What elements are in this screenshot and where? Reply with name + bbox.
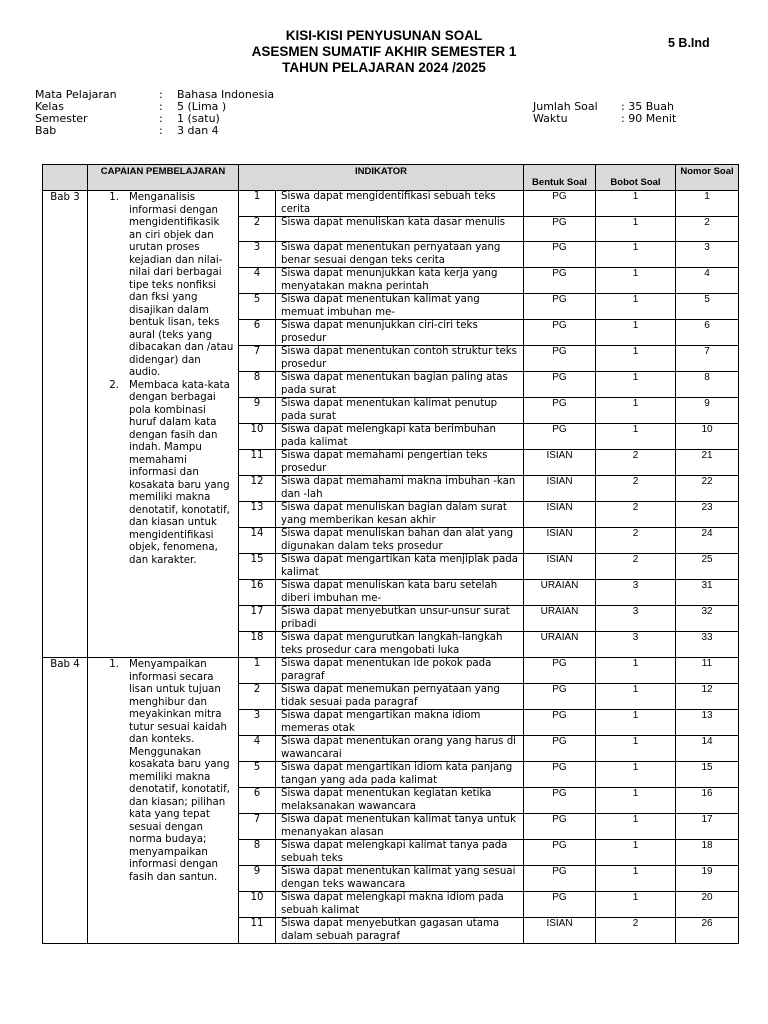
indikator-text: Siswa dapat menuliskan bahan dan alat yang digunakan dalam teks prosedur [276, 528, 524, 554]
bab-colon: : [159, 124, 163, 137]
bentuk-soal: ISIAN [524, 502, 596, 528]
nomor-soal: 1 [676, 191, 739, 217]
indikator-text: Siswa dapat mengidentifikasi sebuah teks cerita [276, 191, 524, 217]
capaian-text: Menganalisis informasi dengan mengidentifikasik an ciri objek dan urutan proses kejadian dan nilai-nilai dari berbagai tipe teks nonfiksi dan fksi yang disajikan dalam bentuk lisan, teks aural (teks yang dibacakan dan /atau didengar) dan audio. [129, 192, 234, 378]
indikator-text: Siswa dapat menyebutkan gagasan utama dalam sebuah paragraf [276, 918, 524, 944]
document-title-line-3: TAHUN PELAJARAN 2024 /2025 [282, 60, 486, 75]
bobot-soal: 1 [596, 684, 676, 710]
nomor-soal: 14 [676, 736, 739, 762]
capaian-cell [88, 658, 239, 944]
nomor-soal: 21 [676, 450, 739, 476]
semester-value: 1 (satu) [177, 112, 220, 125]
nomor-soal: 11 [676, 658, 739, 684]
bentuk-soal: PG [524, 762, 596, 788]
indikator-text: Siswa dapat menentukan pernyataan yang benar sesuai dengan teks cerita [276, 242, 524, 268]
bobot-soal: 2 [596, 450, 676, 476]
bentuk-soal: PG [524, 372, 596, 398]
bab-cell: Bab 4 [43, 658, 88, 944]
indikator-number: 14 [239, 528, 276, 554]
header-bobot-soal: Bobot Soal [596, 165, 676, 191]
nomor-soal: 26 [676, 918, 739, 944]
indikator-number: 12 [239, 476, 276, 502]
nomor-soal: 13 [676, 710, 739, 736]
indikator-number: 7 [239, 346, 276, 372]
bentuk-soal: URAIAN [524, 580, 596, 606]
indikator-text: Siswa dapat melengkapi makna idiom pada sebuah kalimat [276, 892, 524, 918]
waktu-value: : 90 Menit [621, 112, 677, 125]
indikator-text: Siswa dapat memahami pengertian teks prosedur [276, 450, 524, 476]
bab-cell: Bab 3 [43, 191, 88, 658]
indikator-text: Siswa dapat menentukan orang yang harus di wawancarai [276, 736, 524, 762]
bentuk-soal: ISIAN [524, 450, 596, 476]
bobot-soal: 1 [596, 736, 676, 762]
indikator-text: Siswa dapat mengurutkan langkah-langkah teks prosedur cara mengobati luka [276, 632, 524, 658]
indikator-number: 9 [239, 866, 276, 892]
indikator-text: Siswa dapat menentukan ide pokok pada paragraf [276, 658, 524, 684]
indikator-number: 1 [239, 191, 276, 217]
indikator-text: Siswa dapat menentukan kalimat yang memuat imbuhan me- [276, 294, 524, 320]
table-row [43, 191, 739, 217]
indikator-number: 11 [239, 918, 276, 944]
indikator-number: 6 [239, 788, 276, 814]
bobot-soal: 1 [596, 710, 676, 736]
indikator-number: 5 [239, 762, 276, 788]
bentuk-soal: PG [524, 268, 596, 294]
indikator-number: 11 [239, 450, 276, 476]
indikator-text: Siswa dapat menyebutkan unsur-unsur surat pribadi [276, 606, 524, 632]
bentuk-soal: PG [524, 814, 596, 840]
document-title-line-2: ASESMEN SUMATIF AKHIR SEMESTER 1 [251, 44, 517, 59]
indikator-number: 16 [239, 580, 276, 606]
capaian-number: 2. [109, 379, 119, 391]
bobot-soal: 1 [596, 658, 676, 684]
bentuk-soal: PG [524, 242, 596, 268]
capaian-text: Menyampaikan informasi secara lisan untuk tujuan menghibur dan meyakinkan mitra tutur sesuai kaidah dan konteks. Menggunakan kosakata baru yang memiliki makna denotatif, konotatif, dan kiasan; pilihan kata yang tepat sesuai dengan norma budaya; menyampaikan informasi dengan fasih dan santun. [129, 659, 230, 883]
indikator-number: 5 [239, 294, 276, 320]
nomor-soal: 15 [676, 762, 739, 788]
indikator-number: 9 [239, 398, 276, 424]
indikator-number: 2 [239, 217, 276, 242]
nomor-soal: 6 [676, 320, 739, 346]
indikator-text: Siswa dapat menuliskan bagian dalam surat yang memberikan kesan akhir [276, 502, 524, 528]
indikator-number: 7 [239, 814, 276, 840]
indikator-text: Siswa dapat menentukan kalimat yang sesuai dengan teks wawancara [276, 866, 524, 892]
bentuk-soal: PG [524, 840, 596, 866]
bentuk-soal: PG [524, 346, 596, 372]
table-row [43, 658, 739, 684]
nomor-soal: 7 [676, 346, 739, 372]
bentuk-soal: PG [524, 684, 596, 710]
bab-label: Bab [35, 124, 57, 137]
indikator-number: 4 [239, 736, 276, 762]
nomor-soal: 12 [676, 684, 739, 710]
bobot-soal: 1 [596, 294, 676, 320]
bobot-soal: 1 [596, 320, 676, 346]
indikator-text: Siswa dapat mengartikan kata menjiplak pada kalimat [276, 554, 524, 580]
jumlah-soal-value: : 35 Buah [621, 100, 674, 113]
nomor-soal: 4 [676, 268, 739, 294]
bobot-soal: 2 [596, 918, 676, 944]
bobot-soal: 3 [596, 606, 676, 632]
indikator-number: 18 [239, 632, 276, 658]
jumlah-soal-label: Jumlah Soal [533, 100, 598, 113]
bobot-soal: 1 [596, 217, 676, 242]
indikator-text: Siswa dapat menentukan kalimat penutup pada surat [276, 398, 524, 424]
header-nomor-soal: Nomor Soal [676, 165, 739, 191]
indikator-text: Siswa dapat menuliskan kata baru setelah diberi imbuhan me- [276, 580, 524, 606]
bobot-soal: 3 [596, 632, 676, 658]
semester-colon: : [159, 112, 163, 125]
bentuk-soal: ISIAN [524, 554, 596, 580]
bobot-soal: 1 [596, 892, 676, 918]
nomor-soal: 8 [676, 372, 739, 398]
indikator-number: 10 [239, 424, 276, 450]
indikator-text: Siswa dapat melengkapi kalimat tanya pada sebuah teks [276, 840, 524, 866]
capaian-number: 1. [109, 659, 119, 670]
bentuk-soal: PG [524, 217, 596, 242]
bentuk-soal: ISIAN [524, 476, 596, 502]
indikator-number: 3 [239, 242, 276, 268]
bentuk-soal: URAIAN [524, 606, 596, 632]
indikator-text: Siswa dapat menunjukkan kata kerja yang menyatakan makna perintah [276, 268, 524, 294]
bobot-soal: 1 [596, 398, 676, 424]
bobot-soal: 2 [596, 554, 676, 580]
bentuk-soal: ISIAN [524, 528, 596, 554]
bentuk-soal: PG [524, 191, 596, 217]
bobot-soal: 1 [596, 814, 676, 840]
bobot-soal: 1 [596, 346, 676, 372]
bobot-soal: 1 [596, 788, 676, 814]
indikator-text: Siswa dapat memahami makna imbuhan -kan dan -lah [276, 476, 524, 502]
nomor-soal: 18 [676, 840, 739, 866]
bentuk-soal: URAIAN [524, 632, 596, 658]
bentuk-soal: PG [524, 788, 596, 814]
nomor-soal: 19 [676, 866, 739, 892]
kisi-kisi-table [42, 164, 739, 944]
bentuk-soal: PG [524, 294, 596, 320]
capaian-item [92, 659, 234, 884]
indikator-number: 17 [239, 606, 276, 632]
waktu-label: Waktu [533, 112, 568, 125]
bentuk-soal: PG [524, 736, 596, 762]
document-code: 5 B.Ind [668, 36, 710, 50]
nomor-soal: 23 [676, 502, 739, 528]
capaian-text: Membaca kata-kata dengan berbagai pola kombinasi huruf dalam kata dengan fasih dan indah. Mampu memahami informasi dan kosakata baru yang memiliki makna denotatif, konotatif, dan kiasan untuk mengidentifikasi objek, fenomena, dan karakter. [129, 379, 230, 566]
indikator-text: Siswa dapat melengkapi kata berimbuhan pada kalimat [276, 424, 524, 450]
header-bab [43, 165, 88, 191]
bobot-soal: 1 [596, 866, 676, 892]
bobot-soal: 1 [596, 191, 676, 217]
bab-value: 3 dan 4 [177, 124, 219, 137]
nomor-soal: 16 [676, 788, 739, 814]
bentuk-soal: ISIAN [524, 918, 596, 944]
indikator-number: 6 [239, 320, 276, 346]
indikator-text: Siswa dapat mengartikan makna idiom memeras otak [276, 710, 524, 736]
bobot-soal: 2 [596, 476, 676, 502]
header-indikator: INDIKATOR [239, 165, 524, 191]
indikator-number: 1 [239, 658, 276, 684]
table-body [43, 191, 739, 944]
indikator-text: Siswa dapat menentukan kalimat tanya untuk menanyakan alasan [276, 814, 524, 840]
nomor-soal: 3 [676, 242, 739, 268]
semester-label: Semester [35, 112, 88, 125]
nomor-soal: 9 [676, 398, 739, 424]
header-capaian: CAPAIAN PEMBELAJARAN [88, 165, 239, 191]
mapel-label: Mata Pelajaran [35, 88, 117, 101]
indikator-number: 10 [239, 892, 276, 918]
bobot-soal: 1 [596, 424, 676, 450]
bobot-soal: 3 [596, 580, 676, 606]
indikator-text: Siswa dapat menemukan pernyataan yang tidak sesuai pada paragraf [276, 684, 524, 710]
mapel-colon: : [159, 88, 163, 101]
indikator-text: Siswa dapat menentukan bagian paling atas pada surat [276, 372, 524, 398]
bentuk-soal: PG [524, 424, 596, 450]
mapel-value: Bahasa Indonesia [177, 88, 275, 101]
header-bentuk-soal: Bentuk Soal [524, 165, 596, 191]
bobot-soal: 1 [596, 372, 676, 398]
bobot-soal: 2 [596, 502, 676, 528]
capaian-item [92, 192, 234, 380]
indikator-text: Siswa dapat menuliskan kata dasar menulis [276, 217, 524, 242]
indikator-text: Siswa dapat menunjukkan ciri-ciri teks prosedur [276, 320, 524, 346]
bentuk-soal: PG [524, 658, 596, 684]
nomor-soal: 32 [676, 606, 739, 632]
indikator-number: 4 [239, 268, 276, 294]
bobot-soal: 1 [596, 268, 676, 294]
nomor-soal: 31 [676, 580, 739, 606]
bentuk-soal: PG [524, 892, 596, 918]
bentuk-soal: PG [524, 866, 596, 892]
indikator-number: 13 [239, 502, 276, 528]
nomor-soal: 20 [676, 892, 739, 918]
bobot-soal: 1 [596, 840, 676, 866]
kelas-label: Kelas [35, 100, 64, 113]
indikator-text: Siswa dapat menentukan contoh struktur teks prosedur [276, 346, 524, 372]
nomor-soal: 25 [676, 554, 739, 580]
nomor-soal: 22 [676, 476, 739, 502]
capaian-number: 1. [109, 192, 119, 203]
document-title-line-1: KISI-KISI PENYUSUNAN SOAL [285, 28, 483, 43]
nomor-soal: 5 [676, 294, 739, 320]
capaian-item [92, 380, 234, 568]
bentuk-soal: PG [524, 710, 596, 736]
capaian-cell [88, 191, 239, 658]
indikator-number: 8 [239, 372, 276, 398]
kelas-colon: : [159, 100, 163, 113]
indikator-text: Siswa dapat mengartikan idiom kata panjang tangan yang ada pada kalimat [276, 762, 524, 788]
nomor-soal: 10 [676, 424, 739, 450]
indikator-text: Siswa dapat menentukan kegiatan ketika melaksanakan wawancara [276, 788, 524, 814]
kelas-value: 5 (Lima ) [177, 100, 227, 113]
indikator-number: 2 [239, 684, 276, 710]
nomor-soal: 2 [676, 217, 739, 242]
bobot-soal: 2 [596, 528, 676, 554]
bentuk-soal: PG [524, 398, 596, 424]
indikator-number: 15 [239, 554, 276, 580]
nomor-soal: 17 [676, 814, 739, 840]
nomor-soal: 24 [676, 528, 739, 554]
indikator-number: 8 [239, 840, 276, 866]
bentuk-soal: PG [524, 320, 596, 346]
indikator-number: 3 [239, 710, 276, 736]
nomor-soal: 33 [676, 632, 739, 658]
bobot-soal: 1 [596, 242, 676, 268]
bobot-soal: 1 [596, 762, 676, 788]
